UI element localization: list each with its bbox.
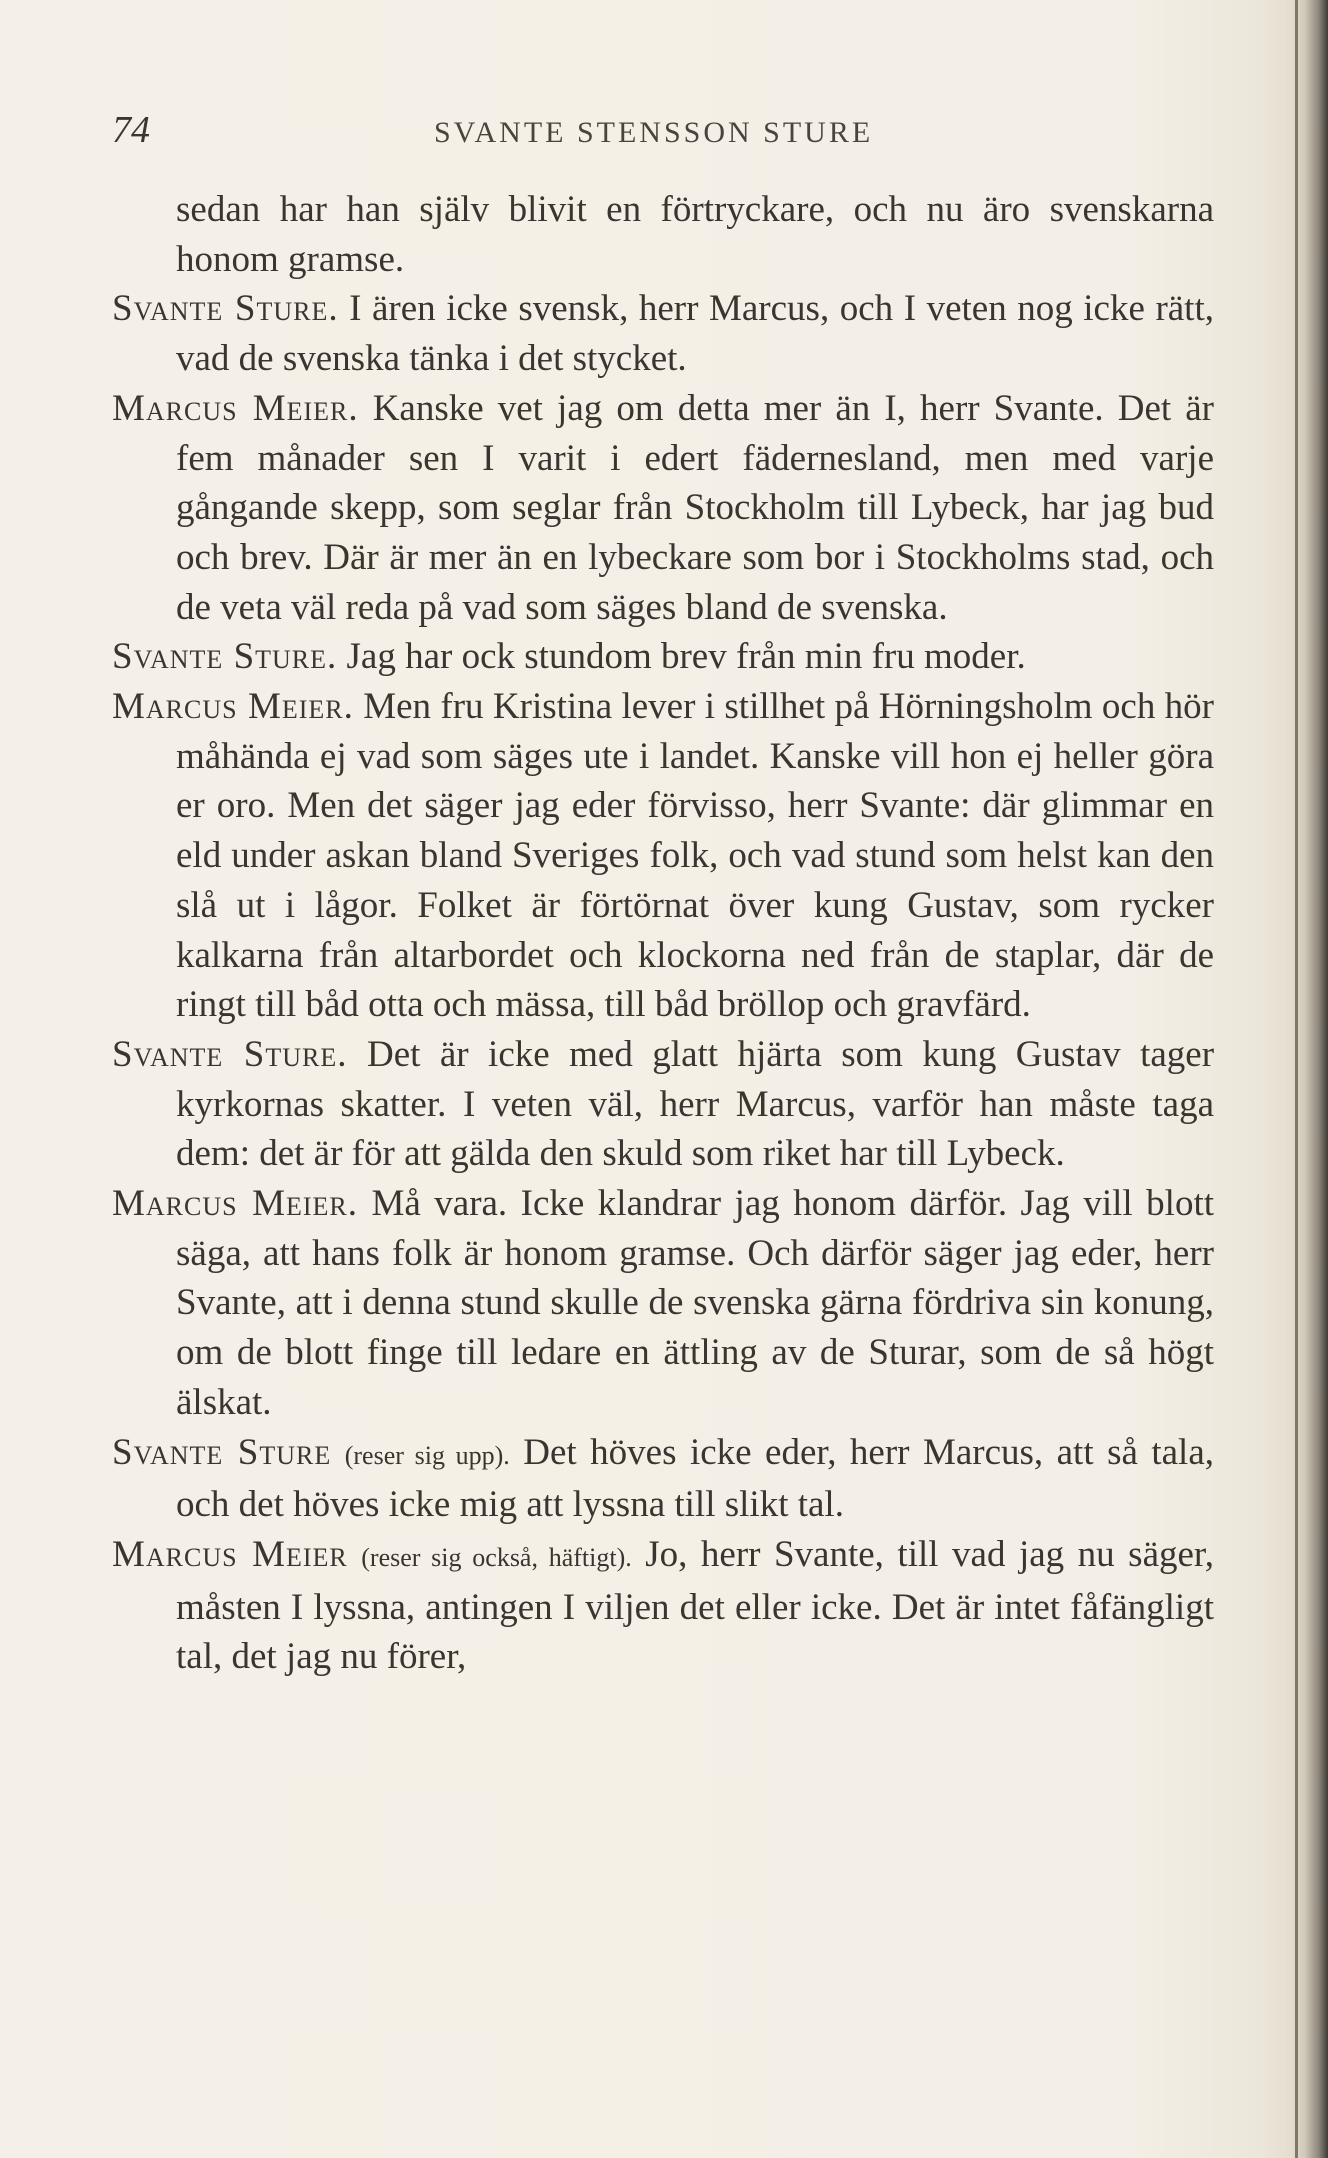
speech xyxy=(112,284,1214,383)
speaker-name: Svante Sture. xyxy=(112,288,339,330)
speaker-name: Marcus Meier. xyxy=(112,1183,358,1225)
binding-edge xyxy=(1295,0,1298,2158)
speech-text: sedan har han själv blivit en förtryckare, och nu äro svenskarna honom gramse. xyxy=(176,189,1214,280)
body-text xyxy=(112,185,1214,1682)
stage-direction: (reser sig upp). xyxy=(344,1440,510,1470)
speech-text: Det höves icke eder, herr Marcus, att så tala, och det höves icke mig att lyssna till slikt tal. xyxy=(176,1431,1215,1526)
speech-text: Men fru Kristina lever i stillhet på Hörningsholm och hör måhända ej vad som säges ute i landet. Kanske vill hon ej heller göra er oro. Men det säger jag eder förvisso, herr Svante: där glimmar en eld under askan bland Sveriges folk, och vad stund som helst kan den slå ut i lågor. Folket är förtörnat över kung Gustav, som rycker kalkarna från altarbordet och klockorna ned från de staplar, där de ringt till båd otta och mässa, till båd bröllop och gravfärd. xyxy=(176,686,1215,1026)
speech xyxy=(112,384,1214,633)
speech xyxy=(112,1530,1214,1682)
speech xyxy=(112,1428,1214,1530)
speech-text: Det är icke med glatt hjärta som kung Gustav tager kyrkornas skatter. I veten väl, herr Marcus, varför han måste taga dem: det är för att gälda den skuld som riket har till Lybeck. xyxy=(176,1033,1215,1175)
speech-continuation xyxy=(112,185,1214,284)
speech xyxy=(112,632,1214,682)
speech xyxy=(112,682,1214,1030)
speech xyxy=(112,1179,1214,1428)
speaker-name: Marcus Meier xyxy=(112,1533,348,1575)
speech-text: I ären icke svensk, herr Marcus, och I veten nog icke rätt, vad de svenska tänka i det stycket. xyxy=(176,288,1214,380)
speaker-name: Svante Sture xyxy=(112,1431,332,1473)
speaker-name: Marcus Meier. xyxy=(112,686,354,728)
speech-text: Kanske vet jag om detta mer än I, herr Svante. Det är fem månader sen I varit i edert fädernesland, men med varje gångande skepp, som seglar från Stockholm till Lybeck, har jag bud och brev. Där är mer än en lybeckare som bor i Stockholms stad, och de veta väl reda på vad som säges bland de svenska. xyxy=(176,387,1214,628)
stage-direction: (reser sig också, häftigt). xyxy=(361,1542,632,1572)
running-title: SVANTE STENSSON STURE xyxy=(434,116,874,149)
speaker-name: Marcus Meier. xyxy=(112,387,359,429)
speech-text: Må vara. Icke klandrar jag honom därför. Jag vill blott säga, att hans folk är honom gramse. Och därför säger jag eder, herr Svante, att i denna stund skulle de svenska gärna fördriva sin konung, om de blott finge till ledare en ättling av de Sturar, som de så högt älskat. xyxy=(176,1183,1214,1423)
speaker-name: Svante Sture. xyxy=(112,1033,348,1075)
speech-text: Jo, herr Svante, till vad jag nu säger, måsten I lyssna, antingen I viljen det eller icke. Det är intet fåfängligt tal, det jag nu förer, xyxy=(176,1533,1215,1678)
speech xyxy=(112,1030,1214,1179)
page-number: 74 xyxy=(112,109,150,151)
page-header xyxy=(112,108,1212,168)
speaker-name: Svante Sture. xyxy=(112,636,338,678)
speech-text: Jag har ock stundom brev från min fru moder. xyxy=(346,636,1026,678)
